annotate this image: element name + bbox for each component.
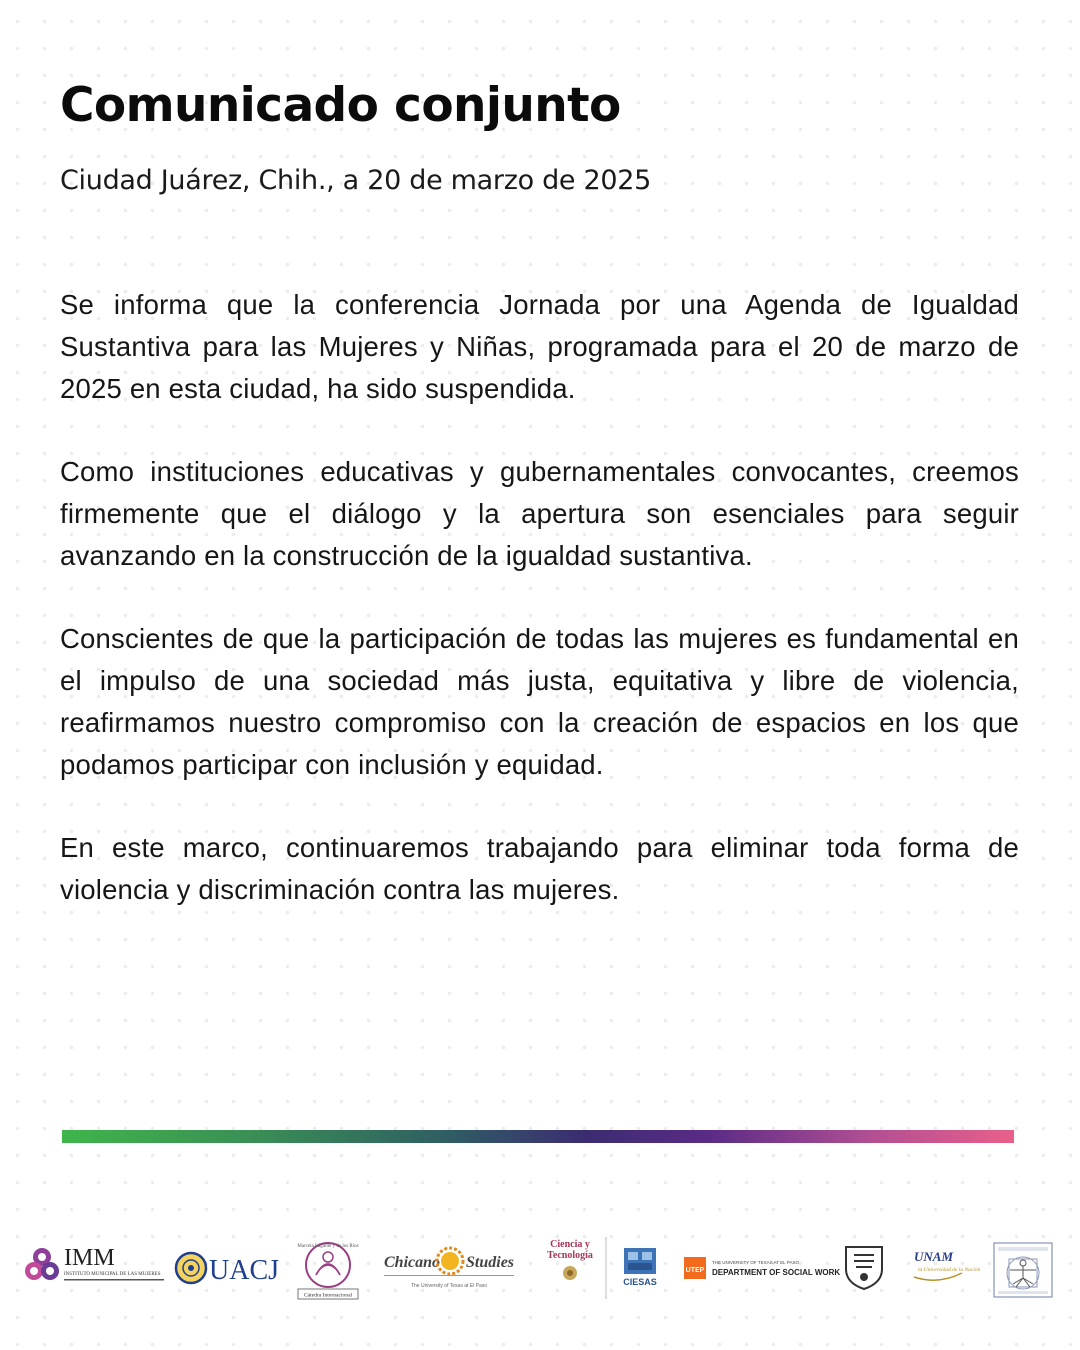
uacj-logo <box>175 1235 280 1305</box>
ceiich-logo <box>990 1235 1056 1305</box>
imm-name: INSTITUTO MUNICIPAL DE LAS MUJERES <box>64 1272 161 1277</box>
chicano-left: Chicano <box>384 1254 441 1271</box>
chicano-studies-logo <box>380 1235 520 1305</box>
ceiich-vitruvian-icon <box>990 1235 1056 1305</box>
utep-acronym: UTEP <box>685 1267 705 1274</box>
utep-line1: THE UNIVERSITY OF TEXAS AT EL PASO <box>712 1260 799 1265</box>
imm-acronym: IMM <box>64 1245 115 1271</box>
uacj-seal-icon <box>175 1235 280 1305</box>
unam-wordmark-icon <box>906 1235 981 1305</box>
utep-logo <box>680 1235 841 1305</box>
catedra-subtitle: Cátedra Internacional <box>303 1292 353 1299</box>
uacj-acronym: UACJ <box>209 1255 280 1286</box>
imm-logo-icon <box>20 1235 170 1305</box>
logo-strip <box>20 1235 1060 1305</box>
chicano-sun-icon <box>380 1235 520 1305</box>
paragraph: Conscientes de que la participación de todas las mujeres es fundamental en el impulso de una sociedad más justa, equitativa y libre de violencia, reafirmamos nuestro compromiso con la creación de espacios en los que podamos participar con inclusión y equidad. <box>60 623 1019 780</box>
ciencia-line2: Tecnología <box>547 1250 593 1261</box>
unam-acronym: UNAM <box>914 1249 954 1264</box>
utep-logo-icon <box>680 1235 841 1305</box>
dateline: Ciudad Juárez, Chih., a 20 de marzo de 2025 <box>60 165 652 196</box>
ciencia-logo <box>540 1235 610 1305</box>
imm-logo <box>20 1235 170 1305</box>
statement-body <box>60 284 1019 953</box>
unam-wordmark-logo <box>906 1235 981 1305</box>
ciesas-logo-icon <box>618 1235 668 1305</box>
gradient-divider <box>62 1130 1014 1143</box>
utep-line2: DEPARTMENT OF SOCIAL WORK <box>712 1268 841 1277</box>
paragraph: Como instituciones educativas y gubernamentales convocantes, creemos firmemente que el diálogo y la apertura son esenciales para seguir avanzando en la construcción de la igualdad sustantiva. <box>60 456 1019 571</box>
ciesas-acronym: CIESAS <box>623 1277 657 1287</box>
chicano-subtitle: The University of Texas at El Paso <box>410 1283 488 1289</box>
page-title: Comunicado conjunto <box>60 78 621 133</box>
unam-tagline: la Universidad de la Nación <box>918 1267 981 1273</box>
paragraph: En este marco, continuaremos trabajando para eliminar toda forma de violencia y discriminación contra las mujeres. <box>60 832 1019 906</box>
catedra-seal-icon <box>290 1235 370 1305</box>
paragraph: Se informa que la conferencia Jornada por una Agenda de Igualdad Sustantiva para las Mujeres y Niñas, programada para el 20 de marzo de 2025 en esta ciudad, ha sido suspendida. <box>60 289 1019 404</box>
ciencia-emblem-icon <box>540 1235 610 1305</box>
catedra-name: Marcela Lagarde y de los Ríos <box>297 1244 359 1249</box>
ciencia-line1: Ciencia y <box>550 1239 590 1250</box>
ciesas-logo <box>618 1235 668 1305</box>
chicano-right: Studies <box>466 1254 515 1271</box>
unam-seal-logo <box>842 1235 888 1305</box>
unam-seal-icon <box>842 1235 888 1305</box>
catedra-logo <box>290 1235 370 1305</box>
